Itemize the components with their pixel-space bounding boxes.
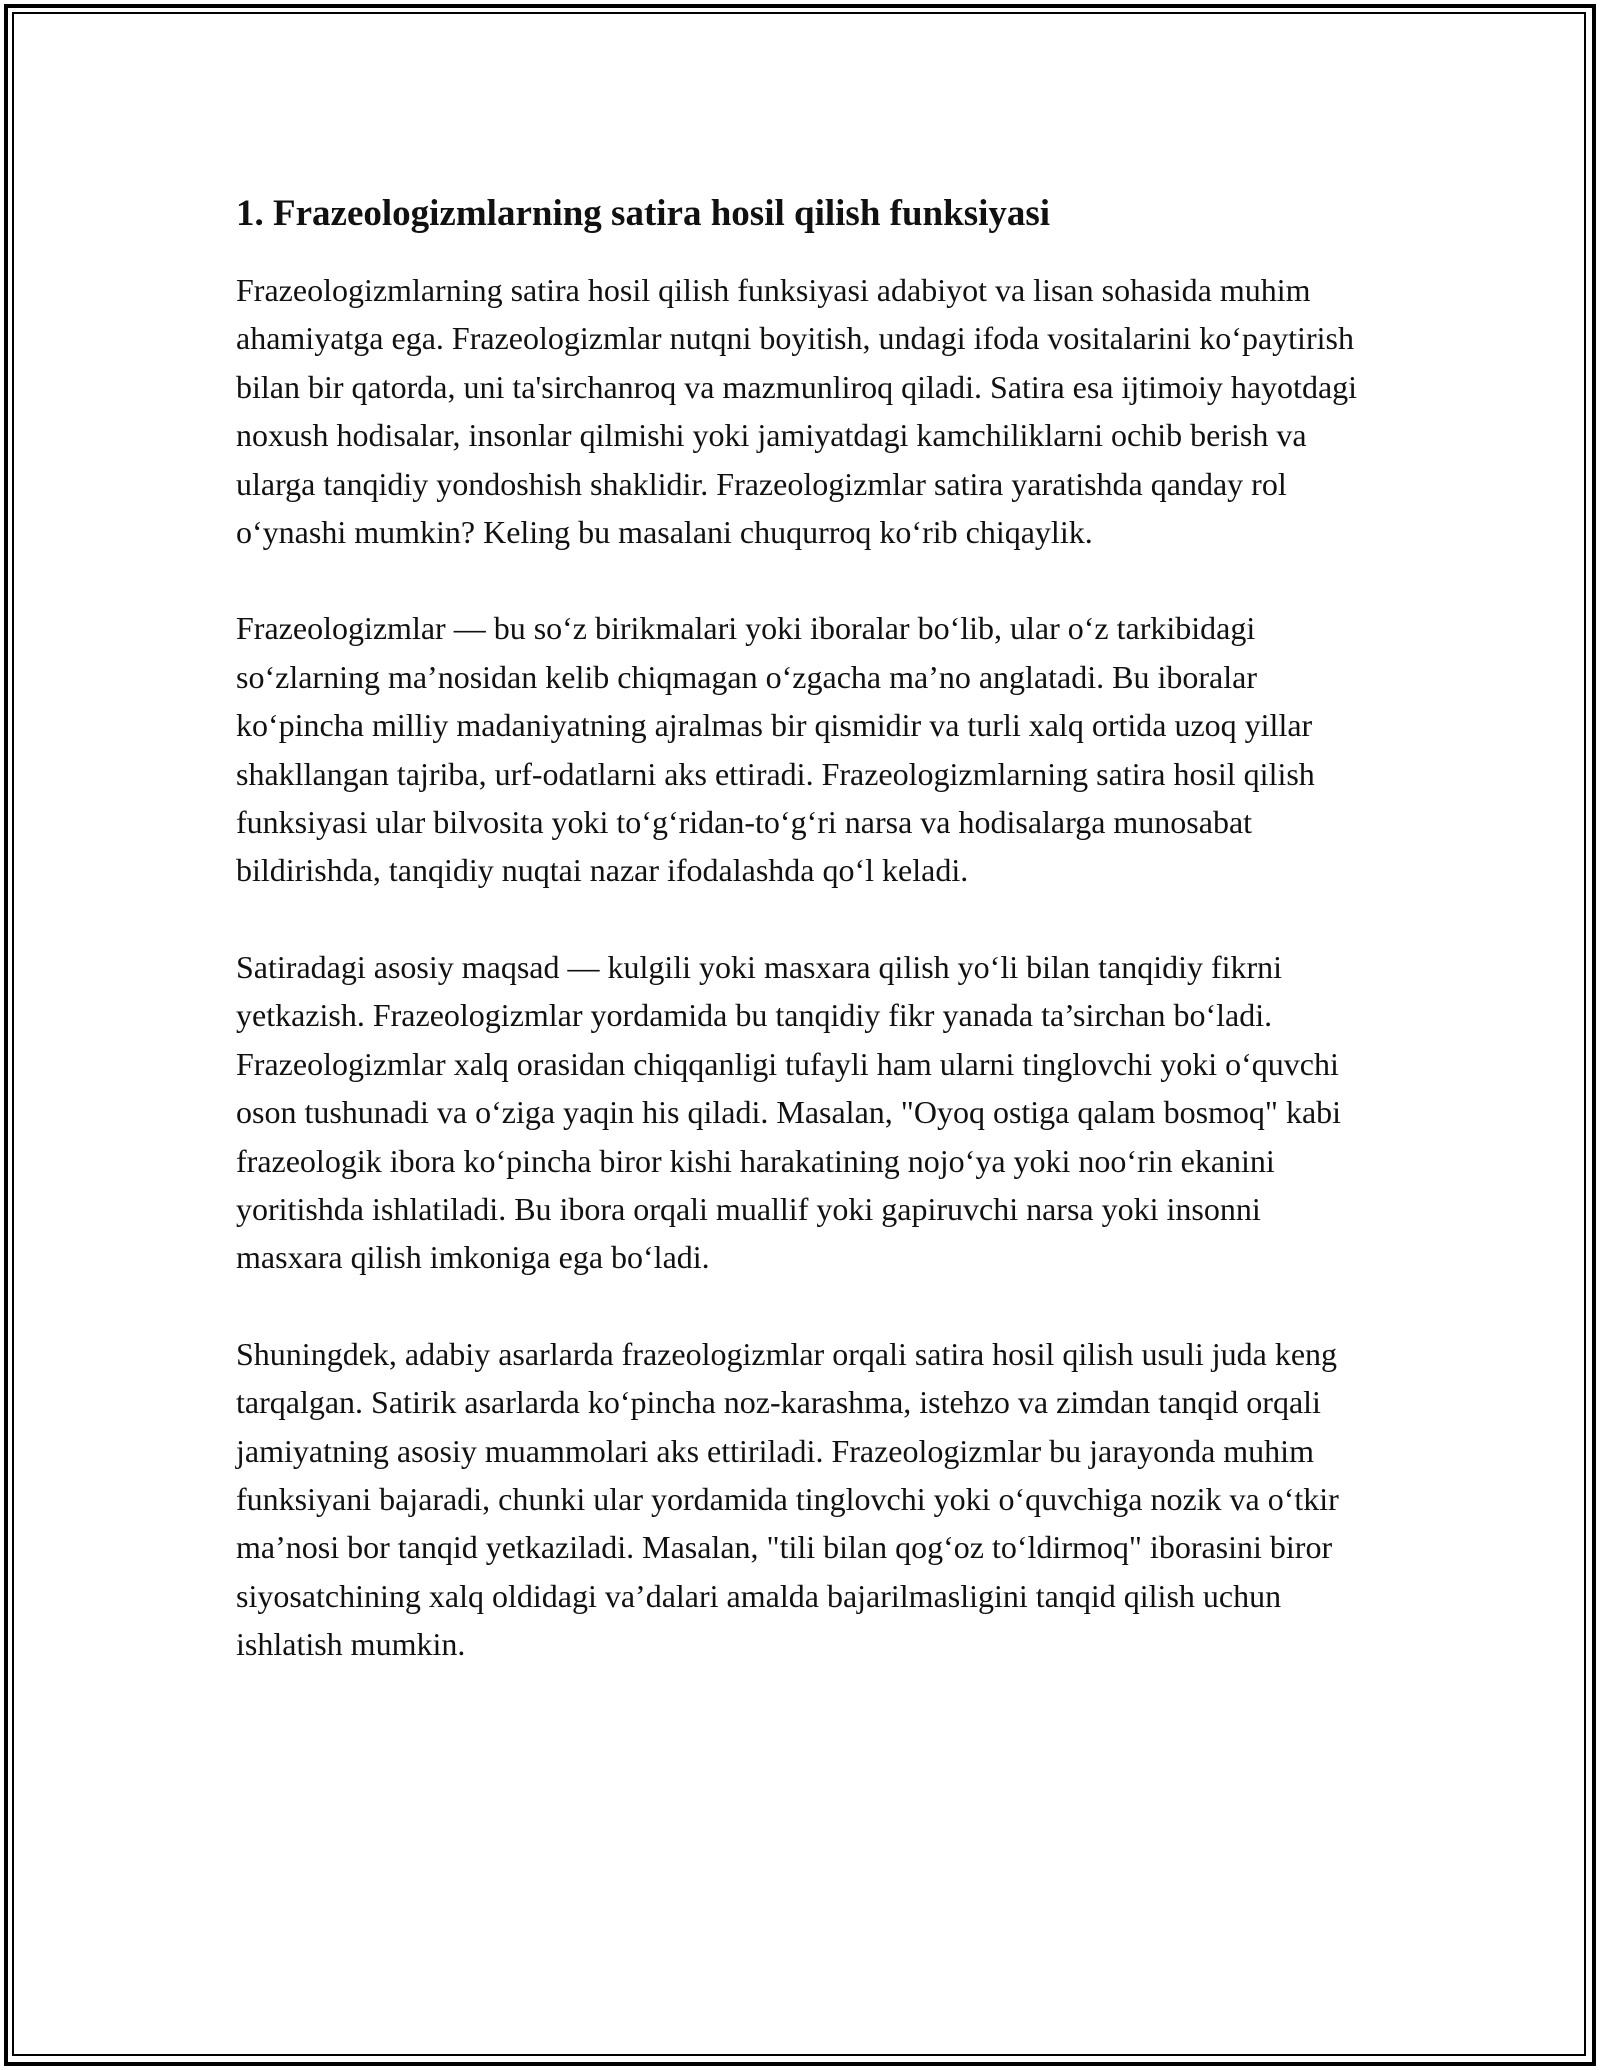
paragraph-3: Satiradagi asosiy maqsad — kulgili yoki masxara qilish yo‘li bilan tanqidiy fikrni yetkazish. Frazeologizmlar yordamida bu tanqidiy fikr yanada ta’sirchan bo‘ladi. Frazeologizmlar xalq orasidan chiqqanligi tufayli ham ularni tinglovchi yoki o‘quvchi oson tushunadi va o‘ziga yaqin his qiladi. Masalan, "Oyoq ostiga qalam bosmoq" kabi frazeologik ibora ko‘pincha biror kishi harakatining nojo‘ya yoki noo‘rin ekanini yoritishda ishlatiladi. Bu ibora orqali muallif yoki gapiruvchi narsa yoki insonni masxara qilish imkoniga ega bo‘ladi. (236, 948, 1342, 1276)
document-body (236, 188, 1366, 1669)
paragraph-1: Frazeologizmlarning satira hosil qilish funksiyasi adabiyot va lisan sohasida muhim ahamiyatga ega. Frazeologizmlar nutqni boyitish, undagi ifoda vositalarini ko‘paytirish bilan bir qatorda, uni ta'sirchanroq va mazmunliroq qiladi. Satira esa ijtimoiy hayotdagi noxush hodisalar, insonlar qilmishi yoki jamiyatdagi kamchiliklarni ochib berish va ularga tanqidiy yondoshish shaklidir. Frazeologizmlar satira yaratishda qanday rol o‘ynashi mumkin? Keling bu masalani chuqurroq ko‘rib chiqaylik. (236, 272, 1358, 551)
section-heading: 1. Frazeologizmlarning satira hosil qilish funksiyasi (236, 193, 1051, 234)
paragraph-4: Shuningdek, adabiy asarlarda frazeologizmlar orqali satira hosil qilish usuli juda keng tarqalgan. Satirik asarlarda ko‘pincha noz-karashma, istehzo va zimdan tanqid orqali jamiyatning asosiy muammolari aks ettiriladi. Frazeologizmlar bu jarayonda muhim funksiyani bajaradi, chunki ular yordamida tinglovchi yoki o‘quvchiga nozik va o‘tkir ma’nosi bor tanqid yetkaziladi. Masalan, "tili bilan qog‘oz to‘ldirmoq" iborasini biror siyosatchining xalq oldidagi va’dalari amalda bajarilmasligini tanqid qilish uchun ishlatish mumkin. (236, 1335, 1339, 1663)
paragraph-2: Frazeologizmlar — bu so‘z birikmalari yoki iboralar bo‘lib, ular o‘z tarkibidagi so‘zlarning ma’nosidan kelib chiqmagan o‘zgacha ma’no anglatadi. Bu iboralar ko‘pincha milliy madaniyatning ajralmas bir qismidir va turli xalq ortida uzoq yillar shakllangan tajriba, urf-odatlarni aks ettiradi. Frazeologizmlarning satira hosil qilish funksiyasi ular bilvosita yoki to‘g‘ridan-to‘g‘ri narsa va hodisalarga munosabat bildirishda, tanqidiy nuqtai nazar ifodalashda qo‘l keladi. (236, 610, 1315, 889)
